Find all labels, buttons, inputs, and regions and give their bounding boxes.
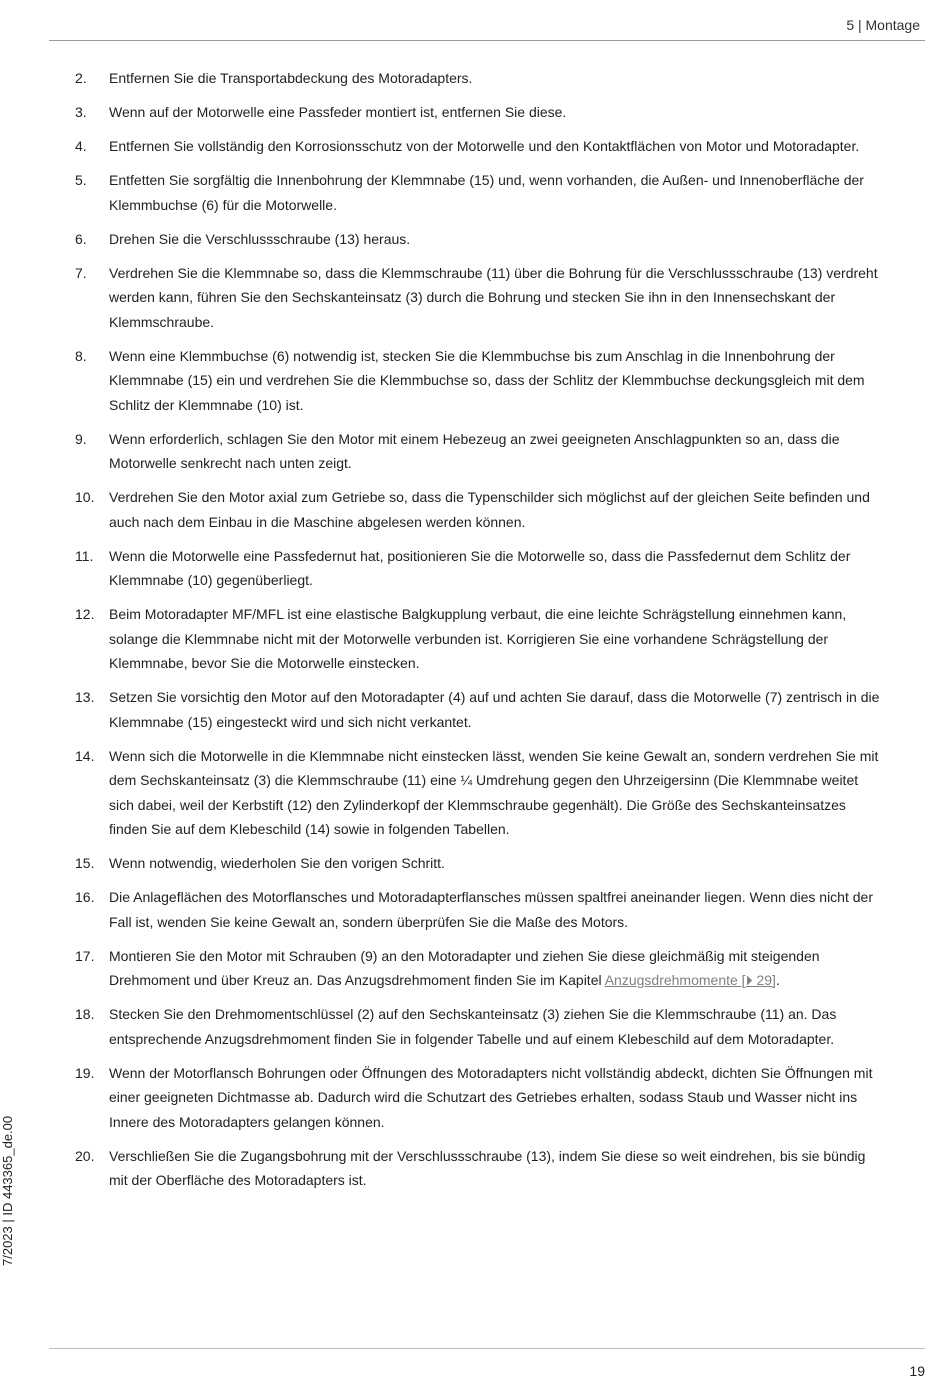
step-text-body: Wenn eine Klemmbuchse (6) notwendig ist, stecken Sie die Klemmbuchse bis zum Anschlag in die Innenbohrung der Klemmnabe (15) ein und verdrehen Sie die Klemmbuchse so, dass der Schlitz der Klemmbuchse deckungsgleich mit dem Schlitz der Klemmnabe (10) ist. [109,347,865,413]
step-number: 2. [75,70,87,86]
step-text [109,851,880,876]
list-item [75,261,880,335]
step-number: 7. [75,264,87,281]
step-text [109,134,880,159]
step-number: 5. [75,172,87,188]
step-text-body: Montieren Sie den Motor mit Schrauben (9) an den Motoradapter und ziehen Sie diese gleichmäßig mit steigenden Drehmoment und über Kreuz an. Das Anzugsdrehmoment finden Sie im Kapitel [109,947,820,988]
step-text [109,261,880,335]
cross-reference-link[interactable]: Anzugsdrehmomente [⏵ 29] [604,972,776,988]
step-text-body: Wenn sich die Motorwelle in die Klemmnabe nicht einstecken lässt, wenden Sie keine Gewalt an, sondern verdrehen Sie mit dem Sechskanteinsatz (3) die Klemmschraube (11) eine ¼ Umdrehung gegen den Uhrzeigersinn (Die Klemmnabe weitet sich dabei, weil der Kerbstift (12) den Zylinderkopf der Klemmschraube gegenhält). Die Größe des Sechskanteinsatzes finden Sie auf dem Klebeschild (14) sowie in folgenden Tabellen. [109,747,879,837]
page-number: 19 [909,1363,925,1379]
list-item [75,602,880,676]
step-text-body: Wenn auf der Motorwelle eine Passfeder montiert ist, entfernen Sie diese. [109,104,567,120]
step-text-body: Die Anlageflächen des Motorflansches und Motoradapterflansches müssen spaltfrei aneinander liegen. Wenn dies nicht der Fall ist, wenden Sie keine Gewalt an, sondern überprüfen Sie die Maße des Motors. [109,889,873,930]
step-number: 15. [75,855,95,871]
step-text [109,427,880,476]
step-text-body: Verdrehen Sie den Motor axial zum Getriebe so, dass die Typenschilder sich möglichst auf der gleichen Seite befinden und auch nach dem Einbau in die Maschine abgelesen werden können. [109,489,870,530]
step-text-body: Wenn der Motorflansch Bohrungen oder Öffnungen des Motoradapters nicht vollständig abdeckt, dichten Sie Öffnungen mit einer geeigneten Dichtmasse ab. Dadurch wird die Schutzart des Getriebes erhalten, sodass Staub und Wasser nicht ins Innere des Motoradapters gelangen können. [109,1064,873,1130]
step-text [109,227,880,252]
step-text [109,485,880,534]
step-number: 19. [75,1064,95,1081]
step-text-body: Wenn die Motorwelle eine Passfedernut hat, positionieren Sie die Motorwelle so, dass die Passfedernut dem Schlitz der Klemmnabe (10) gegenüberliegt. [109,547,851,588]
list-item [75,744,880,842]
step-text [109,544,880,593]
list-item [75,1002,880,1051]
instruction-list [75,66,880,1202]
step-text [109,944,880,993]
step-number: 10. [75,489,95,505]
step-text-body: Wenn notwendig, wiederholen Sie den vorigen Schritt. [109,855,445,871]
step-text [109,1144,880,1193]
step-text [109,168,880,217]
step-text [109,602,880,676]
list-item [75,1061,880,1135]
step-number: 17. [75,947,95,964]
list-item [75,100,880,125]
step-text-body: Entfetten Sie sorgfältig die Innenbohrung der Klemmnabe (15) und, wenn vorhanden, die Außen- und Innenoberfläche der Klemmbuchse (6) für die Motorwelle. [109,172,864,213]
section-header: 5 | Montage [846,17,920,33]
step-text-body: Stecken Sie den Drehmomentschlüssel (2) auf den Sechskanteinsatz (3) ziehen Sie die Klemmschraube (11) an. Das entsprechende Anzugsdrehmoment finden Sie in folgender Tabelle und auf einem Klebeschild auf dem Motoradapter. [109,1006,837,1047]
list-item [75,66,880,91]
step-text-body: Wenn erforderlich, schlagen Sie den Motor mit einem Hebezeug an zwei geeigneten Anschlagpunkten so an, dass die Motorwelle senkrecht nach unten zeigt. [109,430,840,471]
step-text [109,685,880,734]
step-number: 12. [75,606,95,622]
list-item [75,427,880,476]
step-number: 9. [75,430,87,447]
step-text-body: Entfernen Sie vollständig den Korrosionsschutz von der Motorwelle und den Kontaktflächen von Motor und Motoradapter. [109,138,860,154]
footer-divider [49,1348,925,1349]
list-item [75,168,880,217]
step-number: 6. [75,230,87,247]
step-number: 14. [75,747,95,764]
step-text-body: Setzen Sie vorsichtig den Motor auf den Motoradapter (4) auf und achten Sie darauf, dass die Motorwelle (7) zentrisch in die Klemmnabe (15) eingesteckt wird und sich nicht verkantet. [109,689,880,730]
step-number: 20. [75,1147,95,1164]
step-text [109,100,880,125]
step-number: 16. [75,889,95,905]
step-text [109,344,880,418]
list-item [75,851,880,876]
list-item [75,1144,880,1193]
step-text-body: Beim Motoradapter MF/MFL ist eine elastische Balgkupplung verbaut, die eine leichte Schrägstellung einnehmen kann, solange die Klemmnabe nicht mit der Motorwelle verbunden ist. Korrigieren Sie eine vorhandene Schrägstellung der Klemmnabe, bevor Sie die Motorwelle einstecken. [109,606,847,671]
header-divider [49,40,925,41]
list-item [75,485,880,534]
list-item [75,344,880,418]
step-text-suffix: . [775,972,780,988]
step-text [109,744,880,842]
list-item [75,885,880,934]
list-item [75,944,880,993]
list-item [75,544,880,593]
step-text [109,1002,880,1051]
list-item [75,227,880,252]
step-number: 8. [75,347,87,364]
step-number: 18. [75,1006,95,1022]
list-item [75,685,880,734]
document-id-label: 7/2023 | ID 443365_de.00 [0,1115,15,1266]
step-number: 11. [75,547,94,564]
step-text [109,1061,880,1135]
step-text [109,885,880,934]
step-number: 13. [75,689,95,705]
list-item [75,134,880,159]
step-number: 3. [75,104,87,120]
step-text-body: Verdrehen Sie die Klemmnabe so, dass die Klemmschraube (11) über die Bohrung für die Verschlussschraube (13) verdreht werden kann, führen Sie den Sechskanteinsatz (3) durch die Bohrung und stecken Sie ihn in den Innensechskant der Klemmschraube. [109,264,878,330]
step-text-body: Verschließen Sie die Zugangsbohrung mit der Verschlussschraube (13), indem Sie diese so weit eindrehen, bis sie bündig mit der Oberfläche des Motoradapters ist. [109,1147,866,1188]
step-text-body: Drehen Sie die Verschlussschraube (13) heraus. [109,230,411,247]
step-number: 4. [75,138,87,154]
step-text-body: Entfernen Sie die Transportabdeckung des Motoradapters. [109,70,473,86]
step-text [109,66,880,91]
